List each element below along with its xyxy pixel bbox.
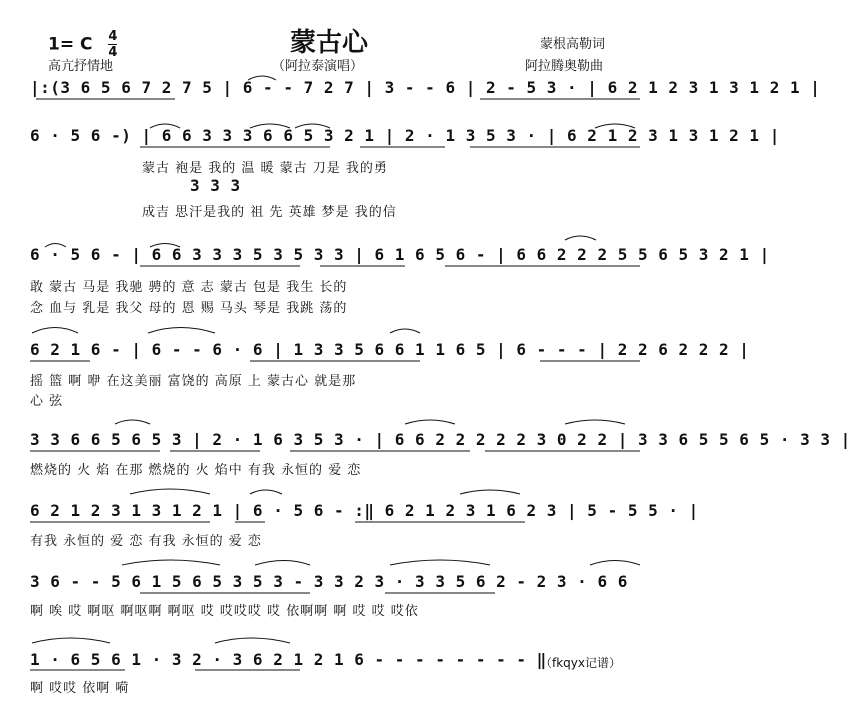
lyricist: 蒙根高勒词 bbox=[540, 37, 606, 52]
lyrics-line-3a: 敢 蒙古 马是 我驰 骋的 意 志 蒙古 包是 我生 长的 bbox=[30, 280, 348, 295]
lyrics-line-5: 燃烧的 火 焰 在那 燃烧的 火 焰中 有我 永恒的 爱 恋 bbox=[30, 463, 362, 478]
lyrics-line-3b: 念 血与 乳是 我父 母的 恩 赐 马头 琴是 我跳 荡的 bbox=[30, 301, 348, 316]
song-title: 蒙古心 bbox=[290, 28, 369, 58]
score-line-1: |:(3 6 5 6 7 2 7 5 | 6 - - 7 2 7 | 3 - - 6 | 2 - 5 3 · | 6 2 1 2 3 1 3 1 2 1 | bbox=[30, 78, 821, 97]
score-line-4: 6 2 1 6 - | 6 - - 6 · 6 | 1 3 3 5 6 6 1 1 6 5 | 6 - - - | 2 2 6 2 2 2 | bbox=[30, 340, 750, 359]
composer: 阿拉腾奥勒曲 bbox=[525, 59, 604, 74]
transcriber-credit: （fkqyx记谱） bbox=[540, 656, 621, 670]
score-line-2-alt: 3 3 3 bbox=[190, 176, 241, 195]
score-line-6: 6 2 1 2 3 1 3 1 2 1 | 6 · 5 6 - :‖ 6 2 1 2 3 1 6 2 3 | 5 - 5 5 · | bbox=[30, 501, 699, 520]
lyrics-line-6: 有我 永恒的 爱 恋 有我 永恒的 爱 恋 bbox=[30, 534, 262, 549]
lyrics-line-4b: 心 弦 bbox=[30, 394, 64, 409]
singer: （阿拉泰演唱） bbox=[272, 59, 364, 74]
key-text: 1= C bbox=[48, 34, 93, 55]
mood-marking: 高亢抒情地 bbox=[48, 59, 114, 74]
lyrics-line-2a: 蒙古 袍是 我的 温 暖 蒙古 刀是 我的勇 bbox=[142, 161, 388, 176]
score-line-7: 3 6 - - 5 6 1 5 6 5 3 5 3 - 3 3 2 3 · 3 3 5 6 2 - 2 3 · 6 6 bbox=[30, 572, 628, 591]
score-line-8: 1 · 6 5 6 1 · 3 2 · 3 6 2 1 2 1 6 - - - - - - - - ‖ bbox=[30, 650, 547, 669]
score-line-2: 6 · 5 6 -) | 6 6 3 3 3 6 6 5 3 2 1 | 2 · 1 3 5 3 · | 6 2 1 2 3 1 3 1 2 1 | bbox=[30, 126, 780, 145]
time-bottom: 4 bbox=[108, 45, 118, 60]
score-line-3: 6 · 5 6 - | 6 6 3 3 3 5 3 5 3 3 | 6 1 6 5 6 - | 6 6 2 2 2 5 5 6 5 3 2 1 | bbox=[30, 245, 770, 264]
score-line-5: 3 3 6 6 5 6 5 3 | 2 · 1 6 3 5 3 · | 6 6 2 2 2 2 2 3 0 2 2 | 3 3 6 5 5 6 5 · 3 3 | bbox=[30, 430, 851, 449]
lyrics-line-4a: 摇 篮 啊 咿 在这美丽 富饶的 高原 上 蒙古心 就是那 bbox=[30, 374, 357, 389]
time-top: 4 bbox=[108, 29, 118, 44]
lyrics-line-7: 啊 唉 哎 啊呕 啊呕啊 啊呕 哎 哎哎哎 哎 依啊啊 啊 哎 哎 哎依 bbox=[30, 604, 419, 619]
lyrics-line-2b: 成吉 思汗是我的 祖 先 英雄 梦是 我的信 bbox=[142, 205, 397, 220]
lyrics-line-8: 啊 哎哎 依啊 嗬 bbox=[30, 681, 130, 696]
